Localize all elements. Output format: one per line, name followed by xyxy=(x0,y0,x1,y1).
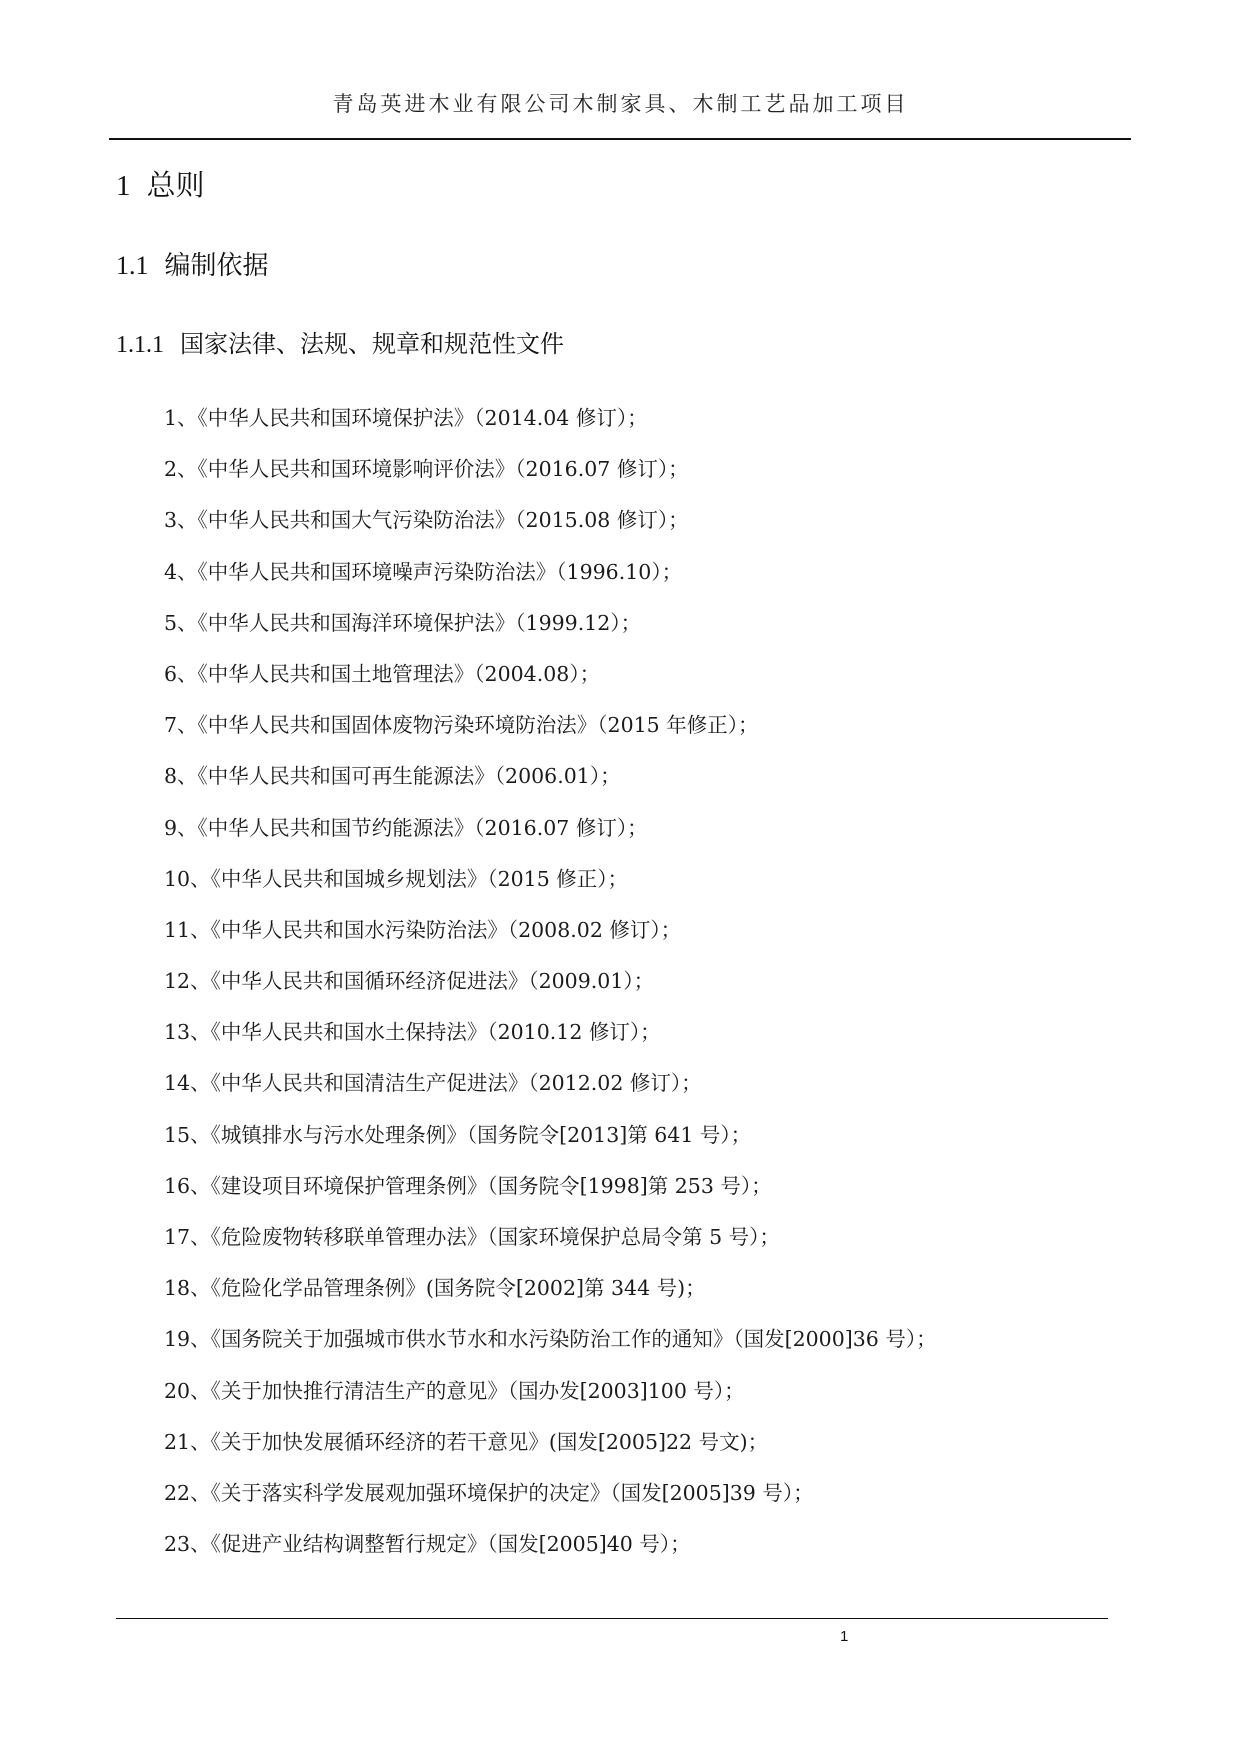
document-header-title: 青岛英进木业有限公司木制家具、木制工艺品加工项目 xyxy=(332,92,909,116)
regulation-item: 12、《中华人民共和国循环经济促进法》（2009.01）； xyxy=(164,969,655,994)
regulation-item: 14、《中华人民共和国清洁生产促进法》（2012.02 修订）； xyxy=(164,1071,702,1096)
subsubsection-title: 国家法律、法规、规章和规范性文件 xyxy=(180,330,564,358)
regulation-list xyxy=(164,400,1104,1577)
subsection-heading xyxy=(116,245,269,282)
regulation-item: 5、《中华人民共和国海洋环境保护法》（1999.12）； xyxy=(164,610,642,635)
regulation-item: 19、《国务院关于加强城市供水节水和水污染防治工作的通知》（国发[2000]36 号）； xyxy=(164,1327,937,1352)
regulation-item: 1、《中华人民共和国环境保护法》（2014.04 修订）； xyxy=(164,406,648,430)
regulation-item: 21、《关于加快发展循环经济的若干意见》(国发[2005]22 号文)； xyxy=(164,1429,769,1454)
subsubsection-number: 1.1.1 xyxy=(116,332,164,358)
regulation-item: 13、《中华人民共和国水土保持法》（2010.12 修订）； xyxy=(164,1020,661,1045)
section-title: 总则 xyxy=(146,168,205,202)
regulation-item: 20、《关于加快推行清洁生产的意见》（国办发[2003]100 号）； xyxy=(164,1378,745,1403)
subsection-title: 编制依据 xyxy=(164,251,269,281)
section-number: 1 xyxy=(116,170,131,202)
regulation-item: 17、《危险废物转移联单管理办法》（国家环境保护总局令第 5 号）； xyxy=(164,1225,780,1249)
regulation-item: 16、《建设项目环境保护管理条例》（国务院令[1998]第 253 号）； xyxy=(164,1173,772,1198)
regulation-item: 15、《城镇排水与污水处理条例》（国务院令[2013]第 641 号）； xyxy=(164,1122,752,1147)
regulation-item: 4、《中华人民共和国环境噪声污染防治法》（1996.10）； xyxy=(164,559,683,584)
regulation-item: 9、《中华人民共和国节约能源法》（2016.07 修订）； xyxy=(164,815,648,840)
page-number: 1 xyxy=(840,1628,849,1645)
regulation-item: 8、《中华人民共和国可再生能源法》（2006.01）； xyxy=(164,764,621,789)
regulation-item: 10、《中华人民共和国城乡规划法》（2015 修正）； xyxy=(164,866,629,891)
header-divider xyxy=(109,138,1131,140)
regulation-item: 11、《中华人民共和国水污染防治法》（2008.02 修订）； xyxy=(164,917,682,942)
regulation-item: 18、《危险化学品管理条例》(国务院令[2002]第 344 号)； xyxy=(164,1276,706,1301)
regulation-item: 7、《中华人民共和国固体废物污染环境防治法》（2015 年修正）； xyxy=(164,713,759,738)
subsection-number: 1.1 xyxy=(116,251,149,280)
regulation-item: 2、《中华人民共和国环境影响评价法》（2016.07 修订）； xyxy=(164,457,689,482)
regulation-item: 22、《关于落实科学发展观加强环境保护的决定》（国发[2005]39 号）； xyxy=(164,1480,814,1505)
regulation-item: 23、《促进产业结构调整暂行规定》（国发[2005]40 号）； xyxy=(164,1532,691,1557)
footer-divider xyxy=(116,1618,1108,1619)
regulation-item: 6、《中华人民共和国土地管理法》（2004.08）； xyxy=(164,661,601,686)
section-heading xyxy=(116,163,205,204)
regulation-item: 3、《中华人民共和国大气污染防治法》（2015.08 修订）； xyxy=(164,508,689,533)
subsubsection-heading xyxy=(116,324,564,359)
